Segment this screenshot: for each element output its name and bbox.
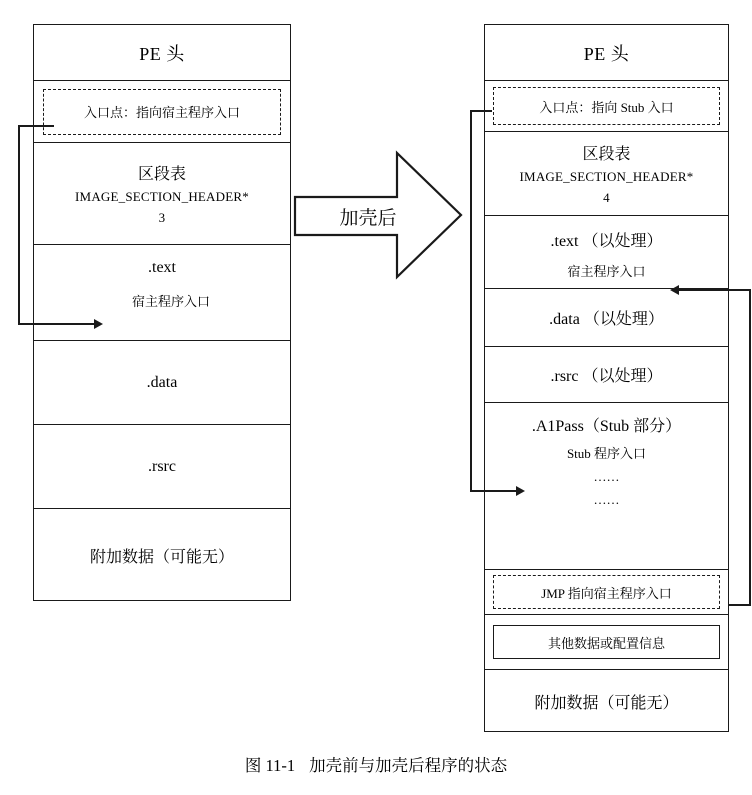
after-stub-dots-2: …… [593, 492, 620, 507]
before-extra-data-row [34, 509, 290, 602]
before-section-table-count: 3 [158, 210, 166, 225]
after-entry-connector-bottom [470, 490, 518, 492]
before-connector-vertical [18, 125, 20, 325]
after-entry-connector-vertical [470, 110, 472, 492]
after-extra-data-label: 附加数据（可能无） [534, 694, 679, 712]
after-jmp-label: JMP 指向宿主程序入口 [541, 585, 672, 601]
after-section-table-name: 区段表 [582, 146, 631, 163]
transform-arrow-label: 加壳后 [339, 208, 397, 229]
after-section-data-row [485, 289, 728, 347]
figure-caption-number: 图 11-1 [244, 756, 296, 775]
before-section-text-name: .text [148, 259, 176, 276]
after-section-rsrc-row [485, 347, 728, 403]
before-section-rsrc-name: .rsrc [148, 457, 176, 475]
before-pe-file-column [33, 24, 291, 601]
before-connector-arrowhead [94, 319, 103, 329]
after-other-data-label: 其他数据或配置信息 [547, 635, 665, 651]
before-section-data-name: .data [146, 373, 178, 391]
after-jmp-row [485, 570, 728, 615]
before-entry-point-row [34, 81, 290, 143]
after-pe-header-row [485, 25, 728, 81]
after-section-text-name: .text （以处理） [550, 233, 663, 250]
after-pe-header-title: PE 头 [583, 43, 630, 64]
after-other-data-box [493, 625, 720, 659]
after-stub-entry-label: Stub 程序入口 [566, 446, 647, 461]
after-section-rsrc-name: .rsrc （以处理） [550, 368, 663, 385]
after-entry-point-label: 入口点：指向 Stub 入口 [539, 99, 674, 115]
after-pe-file-column [484, 24, 729, 732]
before-section-table-detail: IMAGE_SECTION_HEADER* [75, 189, 249, 204]
before-section-table-row [34, 143, 290, 245]
after-jmp-connector-arrowhead [670, 285, 679, 295]
before-section-table-name: 区段表 [137, 166, 186, 183]
after-jmp-box [493, 575, 720, 609]
before-connector-top [18, 125, 54, 127]
after-entry-connector-arrowhead [516, 486, 525, 496]
before-connector-bottom [18, 323, 96, 325]
after-jmp-connector-bottom [729, 604, 751, 606]
before-section-text-row [34, 245, 290, 341]
before-pe-header-title: PE 头 [139, 43, 185, 64]
after-section-table-detail: IMAGE_SECTION_HEADER* [519, 169, 694, 184]
after-other-data-row [485, 615, 728, 669]
before-section-rsrc-row [34, 425, 290, 509]
after-section-text-row [485, 216, 728, 289]
figure-caption [0, 752, 752, 776]
after-section-table-count: 4 [603, 190, 610, 205]
after-jmp-connector-top [678, 289, 750, 291]
before-pe-header-row [34, 25, 290, 81]
before-entry-point-label: 入口点：指向宿主程序入口 [83, 105, 240, 120]
after-stub-dots-1: …… [593, 469, 620, 484]
after-extra-data-row [485, 669, 728, 732]
after-section-stub-name: .A1Pass（Stub 部分） [531, 418, 682, 435]
before-section-data-row [34, 341, 290, 425]
after-section-table-row [485, 132, 728, 216]
before-entry-point-box [43, 89, 281, 135]
after-host-entry-label: 宿主程序入口 [567, 264, 646, 279]
after-entry-point-row [485, 81, 728, 132]
before-host-entry-label: 宿主程序入口 [131, 294, 210, 309]
before-extra-data-label: 附加数据（可能无） [89, 549, 234, 566]
after-jmp-connector-vertical [749, 289, 751, 606]
after-section-data-name: .data （以处理） [549, 311, 664, 328]
figure-caption-text: 加壳前与加壳后程序的状态 [309, 756, 508, 775]
after-entry-point-box [493, 87, 720, 125]
after-entry-connector-top [470, 110, 492, 112]
